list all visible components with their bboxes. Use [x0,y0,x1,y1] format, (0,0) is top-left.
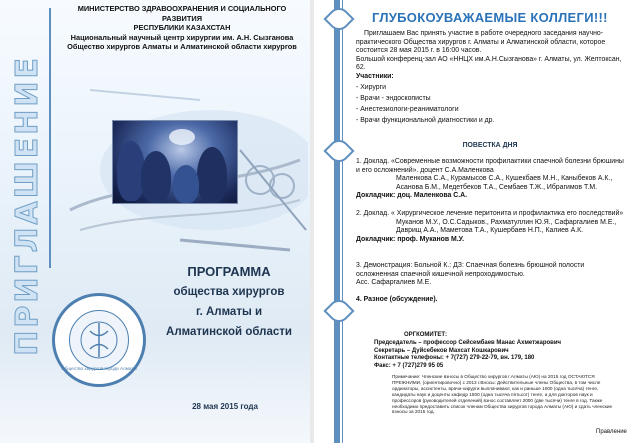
header-line-3: Национальный научный центр хирургии им. А.Н. Сызганова [70,32,294,42]
orgcom-phones: Контактные телефоны: + 7(727) 279-22-79, вн. 179, 180 [374,355,535,362]
surgery-photo [112,120,238,204]
decorative-line [49,8,51,268]
invitation-cover-page [0,0,310,443]
program-line-4: Алматинской области [166,326,292,338]
organizing-committee [374,332,614,371]
agenda-page [314,0,628,443]
ornament-icon [323,3,354,34]
participant-item: - Врачи - эндоскописты [356,94,431,102]
program-line-1: ПРОГРАММА [187,264,271,279]
participant-item: - Хирурги [356,83,386,91]
orgcom-chair: Председатель – профессор Сейсембаев Манас Ахметжарович [374,339,562,346]
program-line-3: г. Алматы и [195,306,263,318]
ornament-icon [323,295,354,326]
agenda-item-1-authors: Маленкова С.А., Курамысов С.А., Кушекбаев М.Н., Каныбеков А.К., Асанова Б.М., Медетбеков Т.А., Сембаев Т.Ж., Ибрагимов Т.М. [396,175,613,191]
agenda-item-3: 3. Демонстрация: Больной К.: ДЗ: Спаечная болезнь брюшной полости осложненная спаечной кишечной непроходимостью. [356,262,585,278]
seal-ornament [70,311,128,369]
ornament-icon [323,135,354,166]
agenda-item-1-speaker: Докладчик: доц. Маленкова С.А. [356,192,468,200]
agenda-item-3-assistant: Асс. Сафаргалиев М.Е. [356,279,432,287]
ministry-header [58,4,306,52]
agenda-item-2: 2. Доклад. « Хирургическое лечение перитонита и профилактика его последствий» [356,210,624,217]
surgeon-figure [197,147,227,203]
event-date: 28 мая 2015 года [192,402,258,411]
orgcom-secretary: Секретарь – Дуйсебеков Махсат Кошкарович [374,347,509,354]
seal-text: Общество хирургов города Алматы [61,366,137,371]
orgcom-title: ОРГКОМИТЕТ: [404,332,447,338]
agenda-item-1: 1. Доклад. «Современные возможности профилактики спаечной болезни брюшины и его осложнений». доцент С.А.Маленкова [356,158,624,174]
venue-text: Большой конференц-зал АО «ННЦХ им.А.Н.Сызганова» г. Алматы, ул. Желтоксан, 62. [356,55,622,72]
surgeon-figure [173,165,199,203]
agenda-item-4: 4. Разное (обсуждение). [356,296,438,303]
participants-label: Участники: [356,72,394,80]
participant-item: - Врачи функциональной диагностики и др. [356,116,495,124]
board-signature: Правление [596,429,627,435]
agenda-item-2-speaker: Докладчик: проф. Муканов М.У. [356,235,465,243]
society-seal-emblem [52,293,146,387]
agenda-title: ПОВЕСТКА ДНЯ [462,142,518,149]
surgeon-figure [141,151,171,203]
program-line-2: общества хирургов [173,286,285,298]
header-line-4: Общество хирургов Алматы и Алматинской области хирургов [67,42,297,52]
membership-fee-note: Примечание: Членские взносы в Общество хирургов г.Алматы (АЮ) на 2015 год ОСТАЮТСЯ ПРЕЖНИМИ, (ориентировочно) с 2013 г.Вносы: Действительные члены Общества, в том числе ординаторы, ассистенты, врачи-хирурги выплачивают, как и раньше 1000 (одна тысяча) тенге, кандидаты наук и доценты кафедр 1500 (одна тысяча пятьсот) тенге, а для докторов наук и профессоров (руководителей отделений) взнос составляет 2000 (две тысячи) тенге в год. Также необходимо предоставить список членам Общества хирургов города Алматы (АЮ) и сдать членские взносы за 2015 год. [392,374,613,415]
intro-paragraph: Приглашаем Вас принять участие в работе очередного заседания научно-практического Общества хирургов г. Алматы и Алматинской области, которое состоится 28 мая 2015 г. в 16:00 часов. [356,30,606,55]
agenda-item-2-authors: Муканов М.У., О.С.Садыков., Рахматуллин Ю.Я., Сафаргалиев М.Е., Даврищ А.А., Маметова Т.А., Кушербаев Н.П., Калиев А.К. [396,218,617,235]
ornamental-border [314,0,352,443]
participant-item: - Анестезиологи-реаниматологи [356,105,459,113]
greeting-title: ГЛУБОКОУВАЖАЕМЫЕ КОЛЛЕГИ!!! [372,10,608,25]
header-line-1: МИНИСТЕРСТВО ЗДРАВООХРАНЕНИЯ И СОЦИАЛЬНОГО РАЗВИТИЯ [77,4,287,23]
vertical-title: ПРИГЛАШЕНИЕ [9,54,45,356]
header-line-2: РЕСПУБЛИКИ КАЗАХСТАН [133,23,231,33]
program-title [150,262,308,342]
orgcom-fax: Факс: + 7 (727)279 95 05 [374,363,444,370]
surgical-lamp [169,129,195,145]
